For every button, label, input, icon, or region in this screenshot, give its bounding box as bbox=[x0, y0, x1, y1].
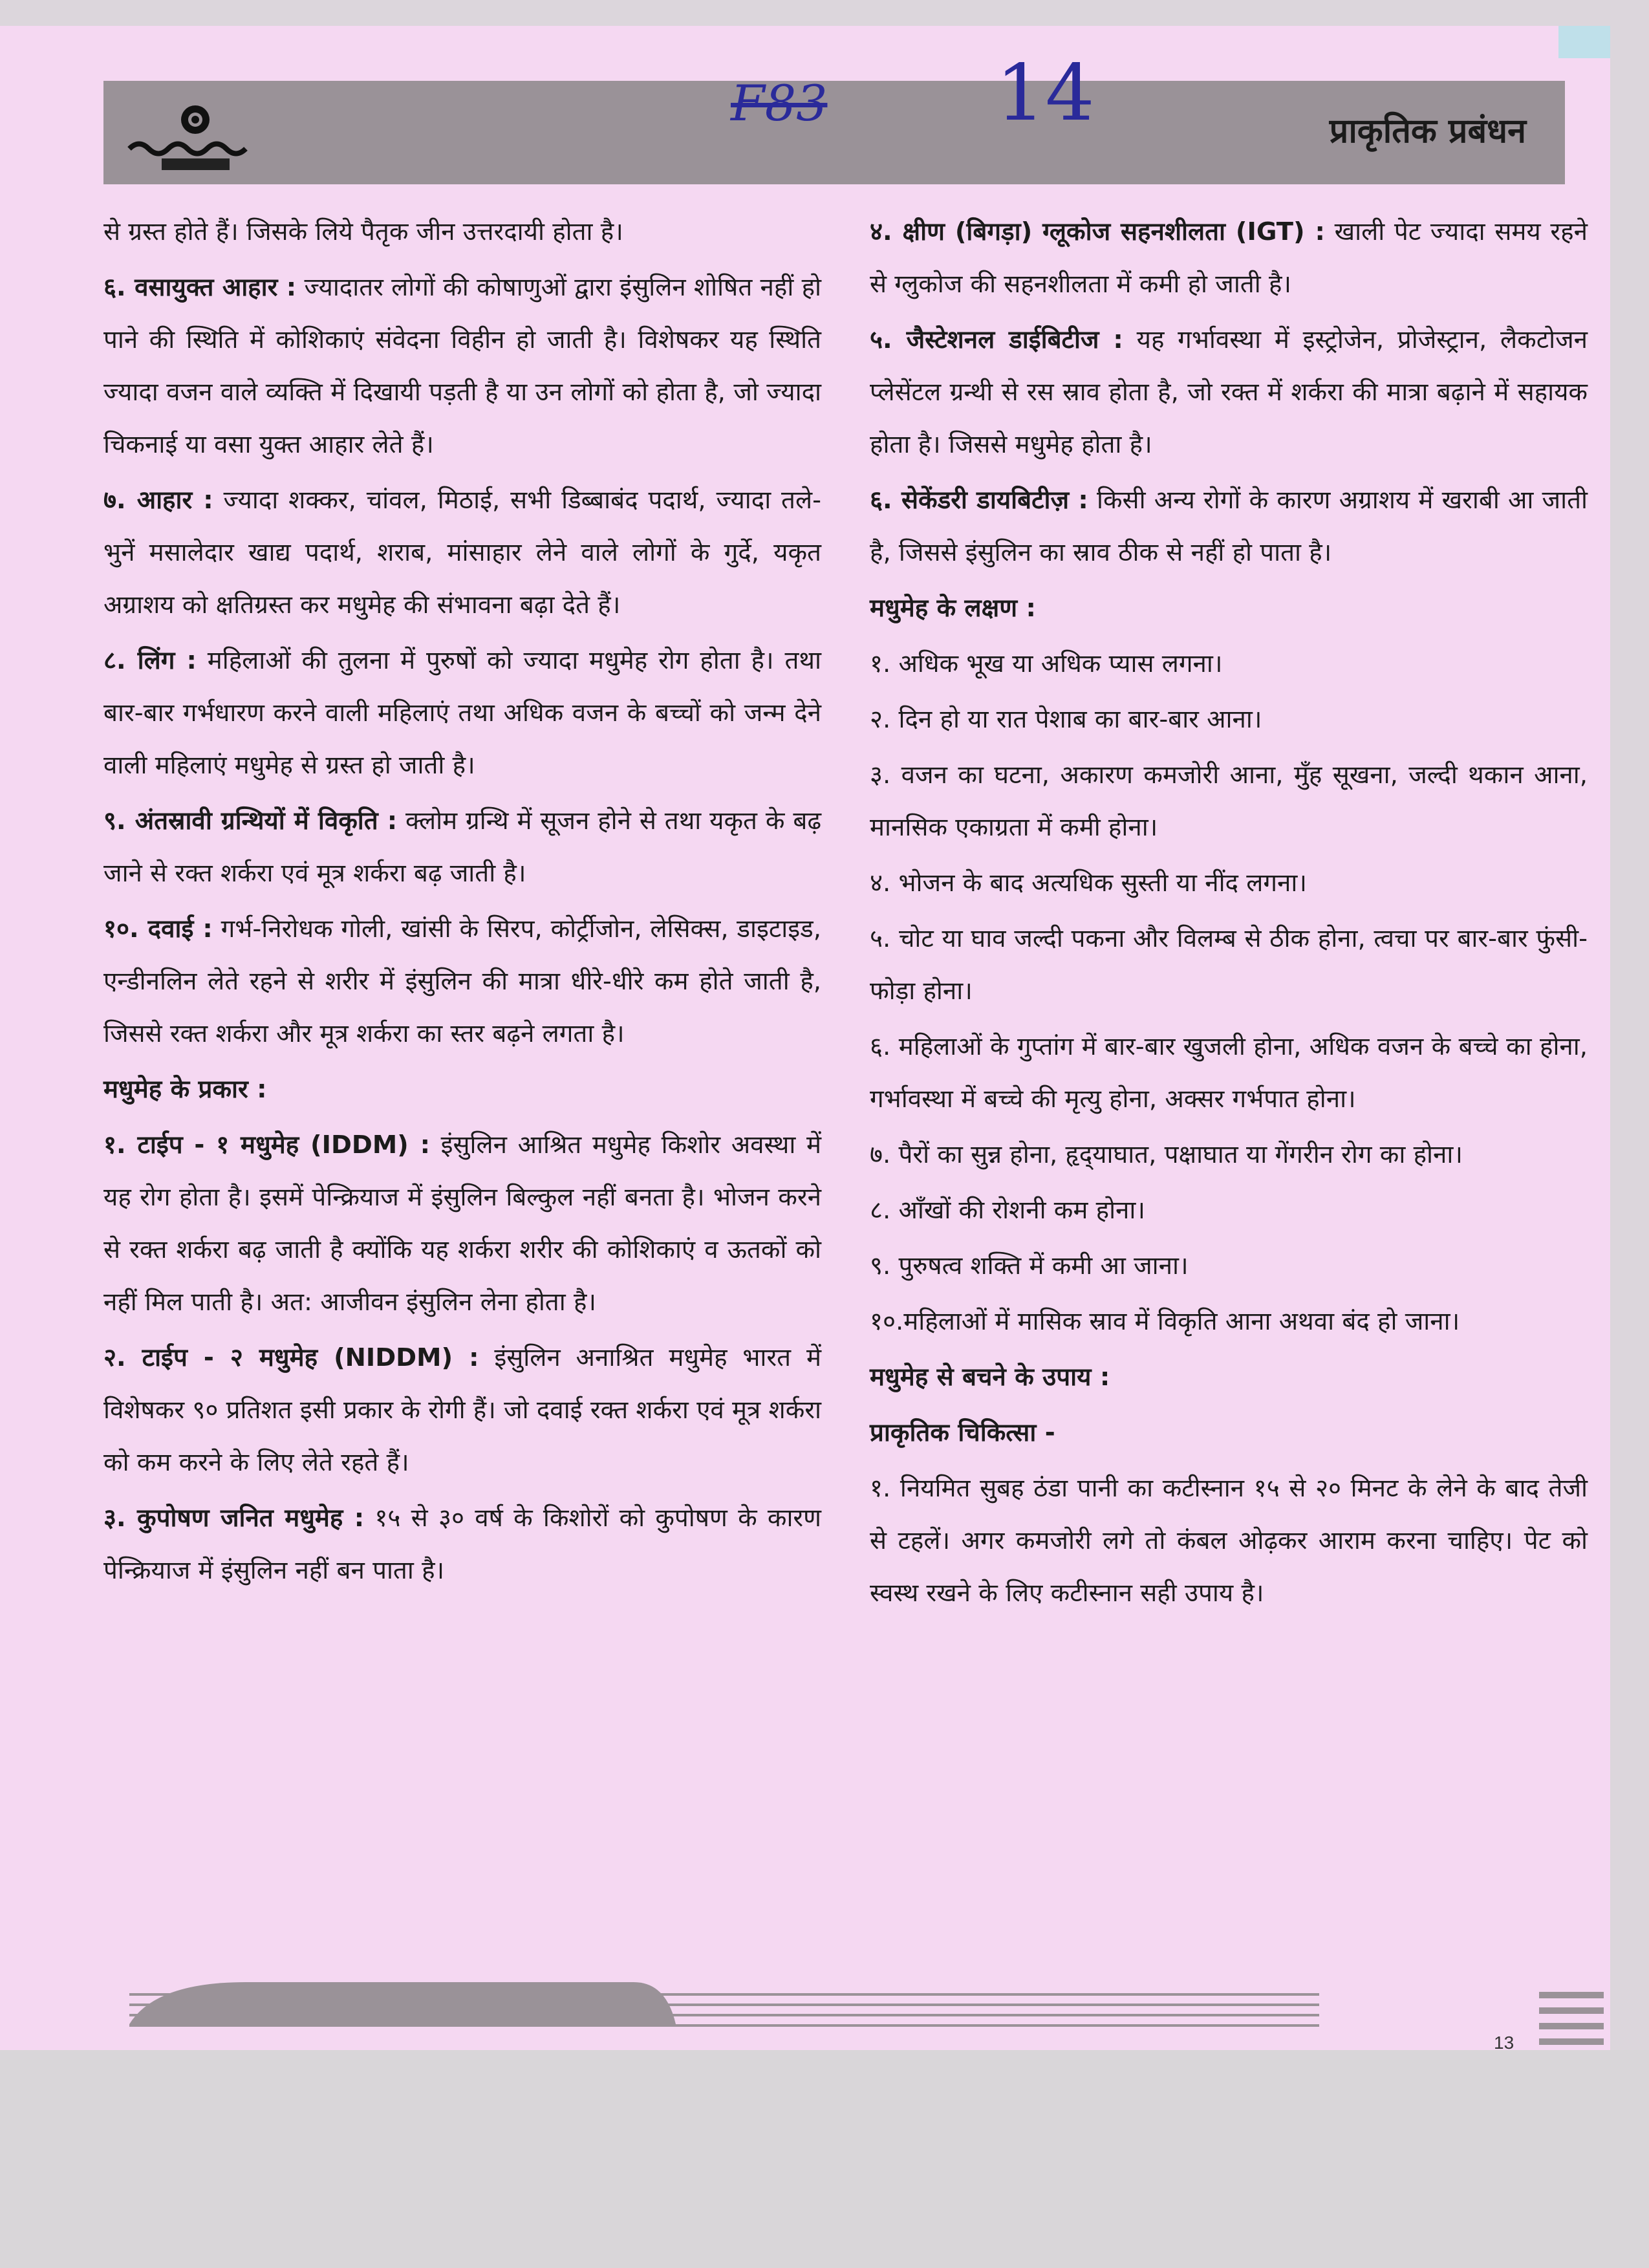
paragraph bbox=[103, 206, 821, 258]
section-heading-text: मधुमेह के लक्षण : bbox=[870, 594, 1036, 623]
paragraph bbox=[103, 795, 821, 900]
paragraph bbox=[103, 261, 821, 471]
section-heading bbox=[870, 582, 1588, 634]
list-item-text: ९. पुरुषत्व शक्ति में कमी आ जाना। bbox=[870, 1251, 1189, 1280]
paragraph bbox=[103, 474, 821, 631]
paragraph-heading: १०. दवाई : bbox=[103, 914, 213, 944]
paragraph bbox=[103, 1492, 821, 1597]
left-column bbox=[103, 206, 821, 1600]
list-item bbox=[870, 857, 1588, 909]
page-number: 13 bbox=[1494, 2033, 1514, 2053]
paragraph bbox=[103, 1332, 821, 1489]
paragraph-heading: ३. कुपोषण जनित मधुमेह : bbox=[103, 1504, 365, 1533]
list-item-text: ७. पैरों का सुन्न होना, हृद्‌याघात, पक्षाघात या गेंगरीन रोग का होना। bbox=[870, 1140, 1463, 1169]
list-item bbox=[870, 1462, 1588, 1619]
list-item bbox=[870, 693, 1588, 746]
paragraph-heading: ८. लिंग : bbox=[103, 646, 197, 675]
right-column bbox=[870, 206, 1588, 1623]
paragraph-heading: २. टाईप - २ मधुमेह (NIDDM) : bbox=[103, 1343, 479, 1372]
list-item-text: २. दिन हो या रात पेशाब का बार-बार आना। bbox=[870, 705, 1262, 734]
list-item-text: १०.महिलाओं में मासिक स्राव में विकृति आना अथवा बंद हो जाना। bbox=[870, 1307, 1460, 1336]
list-item bbox=[870, 1184, 1588, 1237]
list-item bbox=[870, 638, 1588, 690]
list-item-text: ४. भोजन के बाद अत्यधिक सुस्ती या नींद लगना। bbox=[870, 869, 1307, 898]
handwritten-page-number: 14 bbox=[996, 49, 1095, 138]
paragraph bbox=[870, 474, 1588, 579]
list-item bbox=[870, 1129, 1588, 1181]
paragraph-text: खाली पेट ज्यादा समय रहने से ग्लुकोज की सहनशीलता में कमी हो जाती है। bbox=[870, 217, 1588, 299]
paragraph-heading: १. टाईप - १ मधुमेह (IDDM) : bbox=[103, 1130, 430, 1160]
paragraph-heading: ९. अंतस्रावी ग्रन्थियों में विकृति : bbox=[103, 806, 398, 836]
paragraph-heading: ७. आहार : bbox=[103, 486, 213, 515]
paragraph bbox=[103, 634, 821, 792]
paragraph-text: इंसुलिन अनाश्रित मधुमेह भारत में विशेषकर ९० प्रतिशत इसी प्रकार के रोगी हैं। जो दवाई रक्त शर्करा एवं मूत्र शर्करा को कम करने के लिए लेते रहते हैं। bbox=[103, 1343, 822, 1477]
publisher-logo-icon bbox=[123, 94, 252, 171]
paragraph-text: इंसुलिन आश्रित मधुमेह किशोर अवस्था में यह रोग होता है। इसमें पेन्क्रियाज में इंसुलिन बिल्कुल नहीं बनता है। भोजन करने से रक्त शर्करा बढ़ जाती है क्योंकि यह शर्करा शरीर की कोशिकाएं व ऊतकों को नहीं मिल पाती है। अत: आजीवन इंसुलिन लेना होता है। bbox=[103, 1130, 821, 1317]
footer-decoration bbox=[129, 1979, 1319, 2037]
section-heading-text: मधुमेह से बचने के उपाय : bbox=[870, 1363, 1110, 1392]
paragraph bbox=[103, 1119, 821, 1328]
paragraph-text: किसी अन्य रोगों के कारण अग्राशय में खराबी आ जाती है, जिससे इंसुलिन का स्राव ठीक से नहीं हो पाता है। bbox=[870, 486, 1588, 567]
list-item-text: ५. चोट या घाव जल्दी पकना और विलम्ब से ठीक होना, त्वचा पर बार-बार फुंसी-फोड़ा होना। bbox=[870, 924, 1588, 1006]
section-heading bbox=[870, 1351, 1588, 1403]
paragraph-heading: ६. सेकेंडरी डायबिटीज़ : bbox=[870, 486, 1088, 515]
section-heading-text: प्राकृतिक चिकित्सा - bbox=[870, 1418, 1055, 1447]
list-item-text: ६. महिलाओं के गुप्तांग में बार-बार खुजली होना, अधिक वजन के बच्चे का होना, गर्भावस्था में बच्चे की मृत्यु होना, अक्सर गर्भपात होना। bbox=[870, 1032, 1588, 1114]
paragraph-text: ज्यादातर लोगों की कोषाणुओं द्वारा इंसुलिन शोषित नहीं हो पाने की स्थिति में कोशिकाएं संवेदना विहीन हो जाती है। विशेषकर यह स्थिति ज्यादा वजन वाले व्यक्ति में दिखायी पड़ती है या उन लोगों को होता है, जो ज्यादा चिकनाई या वसा युक्त आहार लेते हैं। bbox=[103, 273, 822, 459]
paragraph-heading: ६. वसायुक्त आहार : bbox=[103, 273, 297, 302]
list-item-text: ८. आँखों की रोशनी कम होना। bbox=[870, 1196, 1145, 1225]
scanner-background bbox=[0, 2050, 1649, 2268]
paragraph-text: यह गर्भावस्था में इस्ट्रोजेन, प्रोजेस्ट्रान, लैकटोजन प्लेसेंटल ग्रन्थी से रस स्राव होता है, जो रक्त में शर्करा की मात्रा बढ़ाने में सहायक होता है। जिससे मधुमेह होता है। bbox=[870, 325, 1588, 459]
handwritten-struck-number: F83 bbox=[731, 74, 828, 132]
paragraph-text: १५ से ३० वर्ष के किशोरों को कुपोषण के कारण पेन्क्रियाज में इंसुलिन नहीं बन पाता है। bbox=[103, 1504, 821, 1585]
footer-lines bbox=[1539, 1992, 1604, 2050]
paragraph-text: ज्यादा शक्कर, चांवल, मिठाई, सभी डिब्बाबंद पदार्थ, ज्यादा तले-भुनें मसालेदार खाद्य पदार्थ, शराब, मांसाहार लेने वाले लोगों के गुर्दे, यकृत अग्राशय को क्षतिग्रस्त कर मधुमेह की संभावना बढ़ा देते हैं। bbox=[103, 486, 821, 620]
page-corner bbox=[1558, 26, 1610, 58]
section-heading bbox=[870, 1407, 1588, 1459]
list-item-text: १. नियमित सुबह ठंडा पानी का कटीस्नान १५ से २० मिनट के लेने के बाद तेजी से टहलें। अगर कमजोरी लगे तो कंबल ओढ़कर आराम करना चाहिए। पेट को स्वस्थ रखने के लिए कटीस्नान सही उपाय है। bbox=[870, 1474, 1588, 1608]
paragraph-text: गर्भ-निरोधक गोली, खांसी के सिरप, कोर्ट्रीजोन, लेसिक्स, डाइटाइड, एन्डीनलिन लेते रहने से शरीर में इंसुलिन की मात्रा धीरे-धीरे कम होते जाती है, जिससे रक्त शर्करा और मूत्र शर्करा का स्तर बढ़ने लगता है। bbox=[103, 914, 822, 1048]
list-item-text: ३. वजन का घटना, अकारण कमजोरी आना, मुँह सूखना, जल्दी थकान आना, मानसिक एकाग्रता में कमी होना। bbox=[870, 761, 1588, 842]
section-heading bbox=[103, 1063, 821, 1116]
paragraph-heading: ५. जैस्टेशनल डाईबिटीज : bbox=[870, 325, 1123, 354]
paragraph-text: क्लोम ग्रन्थि में सूजन होने से तथा यकृत के बढ़ जाने से रक्त शर्करा एवं मूत्र शर्करा बढ़ जाती है। bbox=[103, 806, 821, 888]
paragraph bbox=[870, 314, 1588, 471]
paragraph-text: से ग्रस्त होते हैं। जिसके लिये पैतृक जीन उत्तरदायी होता है। bbox=[103, 217, 623, 246]
list-item-text: १. अधिक भूख या अधिक प्यास लगना। bbox=[870, 649, 1223, 678]
paragraph bbox=[103, 903, 821, 1060]
list-item bbox=[870, 1240, 1588, 1292]
list-item bbox=[870, 749, 1588, 854]
list-item bbox=[870, 1021, 1588, 1125]
list-item bbox=[870, 1295, 1588, 1348]
section-heading-text: मधुमेह के प्रकार : bbox=[103, 1075, 267, 1104]
paragraph-heading: ४. क्षीण (बिगड़ा) ग्लूकोज सहनशीलता (IGT) : bbox=[870, 217, 1325, 246]
list-item bbox=[870, 913, 1588, 1017]
paragraph bbox=[870, 206, 1588, 310]
header-title: प्राकृतिक प्रबंधन bbox=[1329, 112, 1526, 151]
page-header bbox=[103, 81, 1565, 184]
paragraph-text: महिलाओं की तुलना में पुरुषों को ज्यादा मधुमेह रोग होता है। तथा बार-बार गर्भधारण करने वाली महिलाएं तथा अधिक वजन के बच्चों को जन्म देने वाली महिलाएं मधुमेह से ग्रस्त हो जाती है। bbox=[103, 646, 821, 780]
